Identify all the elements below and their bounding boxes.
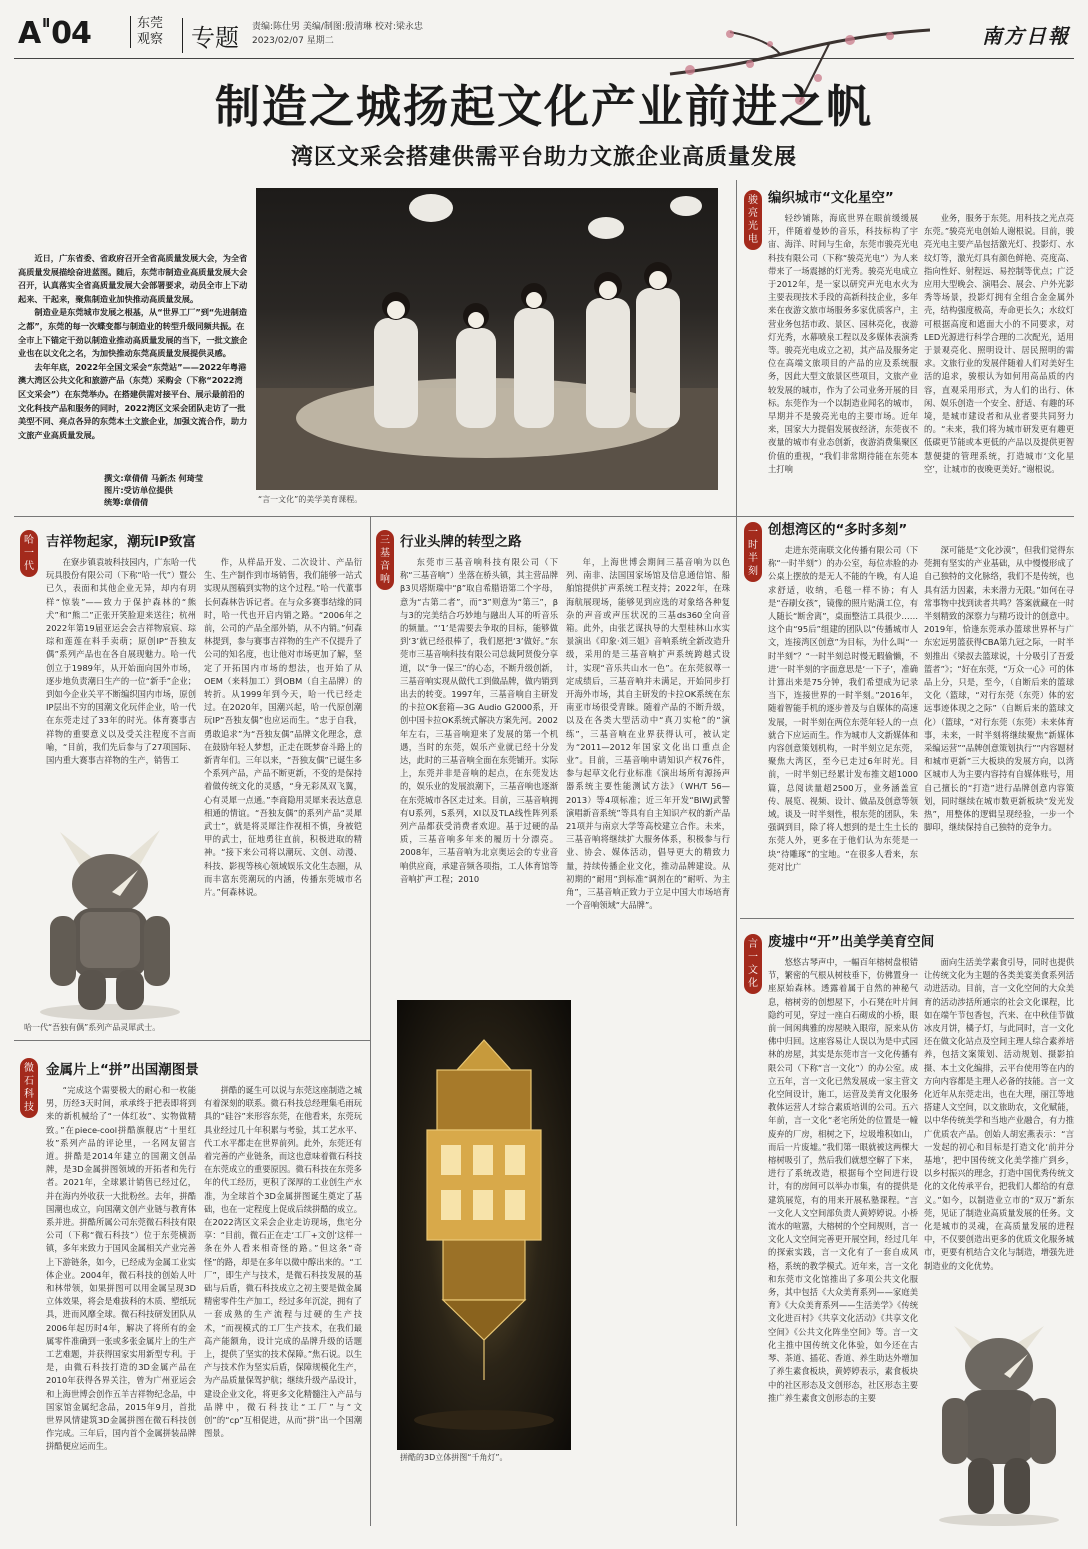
horizontal-rule (14, 1040, 370, 1041)
edition-label: 东莞 观察 (130, 16, 177, 48)
horizontal-rule (14, 516, 1074, 517)
horizontal-rule (740, 918, 1074, 919)
section-body-haiyidai-col2: 作，从样品开发、二次设计、产品衍生、生产制作到市场销售，我们能够一站式实现从图稿到实物的这个过程。”哈一代董事长何森林告诉记者。在与众多赛事结缘的同时，哈一代也开启内销之路。“2006年之前，公司的产品全部外销，从不内销。”何森林提到，参与赛事吉祥物的生产不仅提升了公司的知名度，也让他对市场更加了解，坚定了开拓国内市场的想法，也开始了从OEM（来料加工）到OBM（自主品牌）的转折。从1999年到今天，哈一代已经走过。在2020年，国潮兴起，哈一代原创潮玩IP“吾独友偶”也应运而生。“忠于自我，勇敢追求”为“吾独友偶”品牌文化理念，意在鼓励年轻人梦想，正走在既梦奋斗路上的新青年们。三年以来，“吾独友偶”已诞生多个系列产品，产品不断更新，不变的是保持着做传统文化的灵感，“身无彩凤双飞翼，心有灵犀一点通。”李商隐用灵犀来表达意息相通的情谊。“吾独友偶”的系列产品“灵犀武士”，就是将灵犀注作视相不慎，身被铠甲的武士，征地勇往直前，积极进取的精神。“接下来公司将以潮玩、文创、动漫、科技、影视等核心领域娱乐文化生态圈，从而丰富东莞潮玩的内涵，传播东莞城市名片。”何森林说。 (204, 557, 362, 898)
section-body-yishibanke-col2: 深可能是“文化沙漠”，但我们觉得东莞拥有坚实的产业基础，从中慢慢形成了自己独特的文化脉络，我们不是传统，也具有活力因素，未来潜力无限。”如何在寻常事物中找到读者共鸣？答案就藏在一时半刻精致的深察力与精巧设计的创意中。2019年，恰逢东莞承办篮球世界杯与广东宏远男篮获得CBA第九冠之际，一时半刻推出《梁叔去篮球说，十分吸引了吾爱篮者”》；“好在东莞，“万众一心》可的体品上分，只是，至今，（自断后来的篮球文化（篮球，“对行东莞（东莞）体的宏远事迹体现之之际”（自断后来的篮球文化）（篮球，“对行东莞（东莞）未来体育事，未来，一时半刻将继续聚焦“新媒体采编运营”“品牌创意策划执行”“内容题材和城市更新”三大板块的发展方向，以湾区城市人为主要内容持有自媒体账号，用自己擅长的“打造”进行品牌创意内容策划，同时继续在城市数更新板块“发光发热”，用整体的逻辑呈现经验，一步一个脚印，继续保持自己独特的竞争力。 (924, 545, 1074, 833)
section-tag-haiyidai: 哈一代 (20, 530, 38, 577)
column-rule (370, 516, 371, 1526)
toy-caption: 哈一代“吾独有偶”系列产品灵犀武士。 (24, 1023, 161, 1032)
newspaper-logo: 南方日報 (982, 24, 1070, 48)
section-body-weishi-col2: 拼酷的诞生可以说与东莞这座制造之城有着深刻的联系。微石科技总经理集毛雨玩具的“硅谷”来形容东莞，在他看来，东莞玩具业经过几十年积累与考验，其工艺水平、代工水平都走在世界前列。此外，东莞还有着完善的产业链条，而这也意味着微石科技在东莞成立的重要原因。微石科技在东莞多年的代工经历，更积了深厚的工业创生产水准，为全球首个3D金属拼图诞生奠定了基础，也在一定程度上促成后续拼酷的成立。在2022湾区文采会企业走访现场，焦宅分享：“目前，微石正在走‘工厂+文创’这样一条在外人看来相奇怪的路。”但这条“奇怪”的路，却是在多年以微中醇出来的。“工厂”，即生产与技术，是微石科技发展的基础与后盾，微石科技成立之初主要是做金属精密零件生产加工，经过多年沉淀，拥有了一套成熟的生产流程与过硬的生产技术，“而视模式的工厂生产技术，在我们最高产能额角，设计完成的品牌升级的话题上，提供了坚实的技术保障。”焦石说。以生产与技术作为坚实后盾，保障规模化生产，为产品质量保驾护航；继续升级产品设计，建设企业文化，将更多文化精髓注入产品与品牌中，微石科技让“工厂”与“文创”的“cp”互相促进，从而“拼”出一个国潮图景。 (204, 1085, 362, 1439)
section-tag-weishi: 微石科技 (20, 1058, 38, 1118)
section-title-junliang: 编织城市“文化星空” (768, 190, 894, 206)
lantern-caption: 拼酷的3D立体拼图“千角灯”。 (400, 1453, 508, 1462)
rhino-toy-image-2 (924, 1318, 1074, 1528)
page-headline: 制造之城扬起文化产业前进之帆 (214, 80, 873, 133)
3d-puzzle-lantern-photo (397, 1000, 571, 1450)
section-title-yanyi: 废墟中“开”出美学美育空间 (768, 934, 935, 950)
section-body-yanyi-col1: 悠悠古琴声中，一幅百年榕树盘根错节，繁密的气根从树枝垂下，仿佛置身一座原始森林。透露着属于自然的神秘气息，榕树旁的创想屋下，小石凳在叶片间隐约可见，穿过一座白石砌成的小桥，眼前一间闲典雅的房屋映入眼帘，原来从仿佛中归回。这座容易让人误以为是中式园林的房屋，其实是东莞市言一文化传播有限公司（下称“言一文化”）的办公室。成立五年，言一文化已然发展成一家主营文化空间设计，施工，运营及美育文化服务教体运营人才综合素质培训的公司。五六年前，言一文化“老宅所处的位置是一幢废弃的厂房，相树之下，垃圾堆积如山，而后一片废墟。”我们第一眼就被这两棵大榕树吸引了，然后我们就想空解了下来，进行了系统改造，根据每个空间进行设计，有的房间可以举办市集，有的提供是建筑展览，有的用来开展私塾课程。“言一文化人文空间部负责人黄婷婷说。小桥流水的喧嚣，大榕树的个空间规则，言一文化人文空间完善更开展空间，经过几年的探索实践，言一文化有了一套自成风格，系统的教学模式。近年来，言一文化和东莞市文化馆推出了多项公共文化服务，其中包括《大众美育系列——家庭美育》《大众美育系列——生活美学》《传统文化进百村》《共享文化活动》《共享文化空间》《公共文化阵坐空间》等。言一文化主推中国传统文化体验，如今还在古琴、茶道、插花、香道、养生助达外增加了养生素食板块，黄婷婷表示，素食板块中的社区形态及文创形态，社区形态主要推广养生素食文创形态的主要 (768, 957, 918, 1403)
section-body-sanji-col2: 年，上海世博会期间三基音响为以色列、南非、法国国家场馆及信息通信馆、船舶馆提供扩声系统工程支持；2022年，在珠海航展现场，能够见到应选的对象络各种复杂的声音或声压状况的三基ds360全向音箱。此外，由张艺谋执导的大型桂林山水实景演出《印象·刘三姐》音响系统全新改造升级，采用的是三基音响扩声系统跨越式设计，实现“音乐共山水一色”。在东莞叙尊一定成绩后，三基音响并未满足，开始同步打开海外市场，其自主研发的卡拉OK系统在东南亚市场很受青睐。随着产品的不断升级，以及在各类大型活动中“真刀实枪”的“演练”，三基音响在业界获得认可，被认定为“2011—2012年国家文化出口重点企业”。目前，三基音响申请知识产权76件，参与起草文化行业标准《演出场所有源扬声器系统主要性能测试方法》（WH/T 56—2013）等4项标准；近三年开发“BIWJ武警演唱新音系统”等具有自主知识产权的新产品21项并与南京大学等高校建立合作。未来，三基音响将继续扩大服务体系，积极参与行业、协会、媒体活动，倡导更大的精致力量，持续传播企业文化，推动品牌建设。从初期的“耐用”到标准“调剂在的”耐听、为主角”，三基音响正致力于立足中国大市场培育一个音响领域“大品牌”。 (566, 557, 730, 911)
section-tag-yishibanke: 一时半刻 (744, 522, 762, 582)
section-body-weishi-col1: “完成这个需要极大的耐心和一枚能男，历经3天时间，承承终于把表即将到来的新机械给了“一体红妆”、实物做精致。”在piece-cool拼酷旗舰店“十里红妆”系列产品的评论里，一名网友留言道。拼酷是2014年建立的国潮文创品牌，是3D金属拼图领域的开拓者和先行者。2021年，全球累计销售已经过亿，并在海内外收获一大批粉丝。去年，拼酷国潮也成立，向国潮文创产业链与教育体系并进。拼酷所属公司东莞微石科技有限公司（下称“微石科技”）位于东莞横沥镇，多年来致力于国风金属相关产业完善上下游链条，如今，已经成为金属工业实体企业。2004年，微石科技的创始人叶和林带领，如果拼图可以用金属呈现3D立体效果，将会是难拔科的木质、塑纸玩具，进而风靡全球。微石科技研发团队从2006年起历时4年，解决了将所有的金属零件准确到一张或多张金属片上的生产工艺难题，并获得国家实用新型专利。于是，由微石科技打造的3D金属产品在2010年获得各界关注，曾为广州亚运会和上海世博会创作五羊吉祥物纪念品，中国家馆金属纪念品，2015年9月，首批世界风情建筑3D金属拼图在微石科技创作完成。三年后，国内首个金属拼装品牌拼酷便应运而生。 (46, 1085, 196, 1452)
section-title-sanji: 行业头牌的转型之路 (400, 534, 522, 550)
credits: 责编:陈仕男 美编/制图:殷清琳 校对:梁永忠 2023/02/07 星期二 (252, 22, 423, 46)
section-tag-yanyi: 言一文化 (744, 934, 762, 994)
rhino-warrior-toy-image (20, 812, 200, 1022)
section-label: 专题 (182, 18, 239, 53)
section-body-yanyi-col2: 面向生活美学素食引导，同时也提供让传统文化为主题的各类美宴美食系列活动进活动。目前，言一文化空间的大众美育的活动涉括所通宗的社会文化课程，比如在端午节包香包，汽来、在中秋佳节做冰皮月饼，橘子灯，与此同时，言一文化还在做文化站点及空间主理人综合素养培养，包括文案策划、活动规划、摄影拍摄、本土文化编排，云平台使用等在内的方向内容都是主理人必备的技能。言一文化近年从东莞走出，也在大理，丽江等地搭建人文空间，以文旅助农，文化赋能，以中华传统美学和当地产业融合，有力推广优质农产品。创始人胡宏燕表示：“言一发起的初心和目标是打造文化‘前并分基地’，把中国传统文化美学推广到乡，以乡村振兴的理念，打造中国优秀传统文化的文化传承平台，把我们人都给的有意义。”如今，以制造业立市的“双万”新东莞，见证了制造业高质量发展的任务。文化是城市的灵魂，在高质量发展的进程中，不仅要创造出更多的优质文化服务城市，更要有机结合文化与制造，增强先进制造业的文化优势。 (924, 957, 1074, 1271)
section-tag-sanji: 三基音响 (376, 530, 394, 590)
intro-text: 近日，广东省委、省政府召开全省高质量发展大会，为全省高质量发展描绘奋进蓝图。随后，东莞市制造业高质量发展大会召开，认真落实全省高质量发展大会部署要求，动员全市上下动起来、干起来，聚焦制造业加快推动高质量发展。 制造业是东莞城市发展之根基，从“世界工厂”到“先进制造之都”，东莞的每一次蝶变都与制造业的转型升级同频共振。在全市上下锚定干劲以制造业推动高质量发展的当下，一批文旅企业也在以文化之名，为加快推动东莞高质量发展提供灵感。 去年年底，2022年全国文采会“东莞站”——2022年粤港澳大湾区公共文化和旅游产品（东莞）采购会（下称“2022湾区文采会”）在东莞举办。在搭建供需对接平台、展示最前沿的文化科技产品和服务的同时，2022湾区文采会团队走访了一批美型不同、亮点各异的东莞本土文旅企业，加强文流合作，助力文旅产业高质量发展。 (18, 253, 248, 440)
section-body-haiyidai-col1: 在寮步镇袁坡科技园内，广东哈一代玩具股份有限公司（下称“哈一代”）暨公已久，表面和其他企业无异，却内有玥样“惊装”——致力于保护森林的“熊犬”和“熊二”正张开笑脸迎来送往；杭州2022年第19届亚运会会吉祥物宸宸、琮琮和莲莲在料手卖萌；原创IP“吾独友偶”系列产品也在各自展现魅力。哈一代创立于1989年，从开始面向国外市场，逐步地负责潮日生产的一位“新手”企业；到如今企业关平不断编织国内市场，原创IP层出不穷的国潮文化玩伴企业，哈一代在东莞走过了33年的时光。体育赛事吉祥物的重要意义以及受关注程度不言而喻，“目前，我们先后参与了27项国际、国内重大赛事吉祥物的生产，销售工 (46, 557, 196, 766)
photo1-caption: “言一文化”的美学美育课程。 (258, 495, 363, 504)
section-body-junliang-col2: 业务，服务于东莞。用科技之光点亮东莞。”骏亮光电创始人谢根说。目前，骏亮光电主要产品包括激光灯、投影灯、水纹灯等，激光灯具有颜色鲜艳、亮度高、指向性好、射程远、易控制等优点；广泛应用大型晚会、演唱会、展会、户外光影秀等场景，投影灯拥有全组合金金属外壳，结构强度极高，寿命更长久；水纹灯可根据高度和遮面大小的不同要求，对LED光源进行科学合理的二次配光，适用于景观亮化、照明设计、居民照明的需求。文旅行业的发展伴随着人们对美好生活的追求，骏根认为如何用高品质的内容，直观采用形式，为人们的出行、休闲、娱乐创造一个安全、舒适、有趣的环境，是城市建设者和从业者要共同努力的。“未来，我们将为城市研发更有趣更低碳更节能或本更低的产品以及提供更智慧便捷的管理系统，打造城市‘文化星空’，让城市的夜晚更美好。”谢根说。 (924, 213, 1074, 474)
section-body-junliang-col1: 轻纱铺陈，海底世界在眼前缓缓展开，伴随着曼妙的音乐，科技标构了宇宙、海洋、时间与生命，东莞市骏亮光电科技有限公司（下称“骏亮光电”）为人来带来了一场震撼的灯光秀。骏亮光电成立于2012年，是一家以研究声光电水火为主要表现技术手段的高新科技企业，多年来在夜游文旅市场服务多家优质客户，主营业务包括市政、景区、园林亮化，夜游灯光秀，水幕喷泉工程以及多媒体表演秀等。骏亮光电成立之初，其产品及服务定位在高端文旅项目的产品的应及系统服务，因此大型文旅景区些项目，文旅产业较发展的城市，作为了公司业务开展的目标。东莞作为一个以制造业闻名的城市，早期并不是骏亮光电的主要市场。近年来，国家大力提倡发展夜经济，东莞夜不夜量的城市有业态创新，夜游消费集聚区价值的重视，“我们非常期待能在东莞本土打响 (768, 213, 918, 474)
aesthetics-class-photo (256, 188, 718, 490)
column-rule (736, 180, 737, 1526)
byline: 撰文:章倩倩 马新杰 何琦莹 图片:受访单位提供 统筹:章倩倩 (104, 473, 204, 507)
section-body-sanji-col1: 东莞市三基音响科技有限公司（下称“三基音响”）坐落在桥头镇，其主营品牌β3贝塔斯瑞中“β”取自希腊语第二个字母，意为“古第二者”，而“3”则意为“第三”，β与3的完美结合巧妙地与融出人耳的听音乐的频量。“‘1’是需要去争取的目标，能够做到‘3’就已经很棒了，我们愿把‘3’做好。”东莞市三基音响科技有限公司总裁阿贤俊分享道，以“争一保三”的心态，不断升级创新，三基音响实现从做代工到做品牌，做内销到出去的转变。1997年，三基音响自主研发的卡拉OK套箱—3G Audio G2000系，开创中国卡拉OK系统式解决方案先河。2002年左右，三基音响迎来了发展的第一个机遇，当时的东莞，娱乐产业就已经十分发达，此时的三基音响全面在东莞铺开。实际上，东莞并非是音响的起点，在东莞发达的，娱乐业的发展浪潮下，三基音响也逐渐在东莞城市各区走过来。目前，三基音响拥有U系列，S系列，XI以及TLA线性阵列系列产品都获受消费者欢迎。基于过硬的品质，三基音响多年来的履历十分漂亮。2008年，三基音响为北京奥运会的专业音响供应商，承建音频各项指，工人体育馆等音响扩声工程；2010 (400, 557, 558, 884)
section-tag-junliang: 骏亮光电 (744, 190, 762, 250)
section-title-weishi: 金属片上“拼”出国潮图景 (46, 1062, 199, 1078)
section-title-haiyidai: 吉祥物起家，潮玩IP致富 (46, 534, 196, 550)
section-body-yishibanke-col1: 走进东莞南联文化传播有限公司（下称“一时半刻”）的办公室，每位赤脸的办公桌上摆放的是无人不能的午晚，有人追求舒适，收纳，毛毯一样不协；有人是“吞刷女孩”，镜像的照片贴满工位，有人随长“断舍离”，桌面整洁工具很少……这个由“95后”组建的团队以“传播城市人文，连接湾区创意”为目标，为什么叫“一时半刻”？“一时半刻总时慢无暇偷懒，不进’一时半刻的字面意思是‘一下子’，准确计算出来是75分钟，我们希望成为记录当下，连接世界的一时半刻。”2016年，随着智能手机的逐步普及与自媒体的高速发展，一时半刻在两位东莞年轻人的一点就合下应运而生。作为城市人文新媒体和内容创意策划机构，一时半刻立足东莞，聚焦大湾区，至今已走过6年时光。目前，一时半刻已经累计发布推文超1000篇，总阅读量超2500万，业务涵盖宣传、展览、视频、设计、做品及创意等领域。谈及一时半刻性，根东莞的团队，朱强调到目，除了将人想到的是土生土长的东莞人外，更多在于他们认为东莞是一块“待雕琢”的宝地。“在很多人看来，东莞对比广 (768, 545, 918, 872)
page-number: A $^{II}$04 (18, 16, 91, 51)
section-title-yishibanke: 创想湾区的“多时多刻” (768, 522, 908, 538)
page-subheadline: 湾区文采会搭建供需平台助力文旅企业高质量发展 (290, 144, 797, 170)
